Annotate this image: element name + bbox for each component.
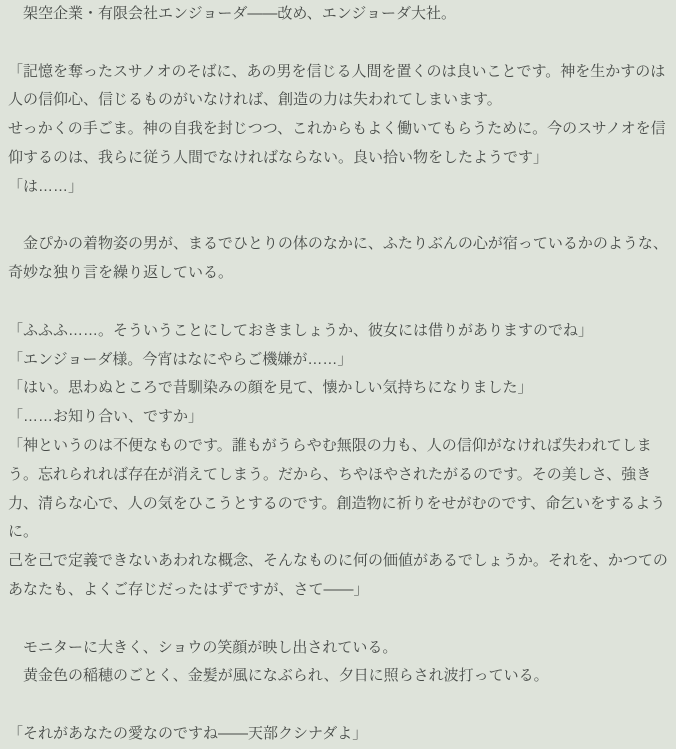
text-line: 「……お知り合い、ですか」 xyxy=(8,408,204,426)
text-line: う。忘れられれば存在が消えてしまう。だから、ちやほやされたがるのです。その美しさ、強き xyxy=(8,465,652,483)
text-line: 黄金色の稲穂のごとく、金髪が風になぶられ、夕日に照らされ波打っている。 xyxy=(8,667,549,685)
blank-line xyxy=(8,691,668,720)
blank-line xyxy=(8,29,668,58)
text-line: 仰するのは、我らに従う人間でなければならない。良い拾い物をしたようです」 xyxy=(8,148,549,166)
text-line: 奇妙な独り言を繰り返している。 xyxy=(8,264,234,282)
text-line: 己を己で定義できないあわれな概念、そんなものに何の価値があるでしょうか。それを、かつての xyxy=(8,552,668,570)
text-line: 「エンジョーダ様。今宵はなにやらご機嫌が……」 xyxy=(8,350,353,368)
text-line: 「ふふふ……。そういうことにしておきましょうか、彼女には借りがありますのでね」 xyxy=(8,321,594,339)
text-line: 「それがあなたの愛なのですね――天部クシナダよ」 xyxy=(8,724,368,742)
text-line: 「神というのは不便なものです。誰もがうらやむ無限の力も、人の信仰がなければ失われてしま xyxy=(8,436,652,454)
text-line: 「はい。思わぬところで昔馴染みの顔を見て、懐かしい気持ちになりました」 xyxy=(8,379,533,397)
text-line: 「記憶を奪ったスサノオのそばに、あの男を信じる人間を置くのは良いことです。神を生かすのは xyxy=(8,62,666,80)
blank-line xyxy=(8,288,668,317)
text-line: 「は……」 xyxy=(8,177,84,195)
blank-line xyxy=(8,605,668,634)
blank-line xyxy=(8,202,668,231)
text-line: モニターに大きく、ショウの笑顔が映し出されている。 xyxy=(8,638,398,656)
text-line: 金ぴかの着物姿の男が、まるでひとりの体のなかに、ふたりぶんの心が宿っているかのような、 xyxy=(8,235,668,253)
text-line: 架空企業・有限会社エンジョーダ――改め、エンジョーダ大社。 xyxy=(8,5,457,22)
text-line: あなたも、よくご存じだったはずですが、さて――」 xyxy=(8,580,369,598)
text-line: せっかくの手ごま。神の自我を封じつつ、これからもよく働いてもらうために。今のスサノオを信 xyxy=(8,120,666,138)
text-line: に。 xyxy=(8,523,39,541)
text-line: 人の信仰心、信じるものがいなければ、創造の力は失われてしまいます。 xyxy=(8,91,502,109)
text-line: 力、清らな心で、人の気をひこうとするのです。創造物に祈りをせがむのです、命乞いをするよう xyxy=(8,494,666,512)
